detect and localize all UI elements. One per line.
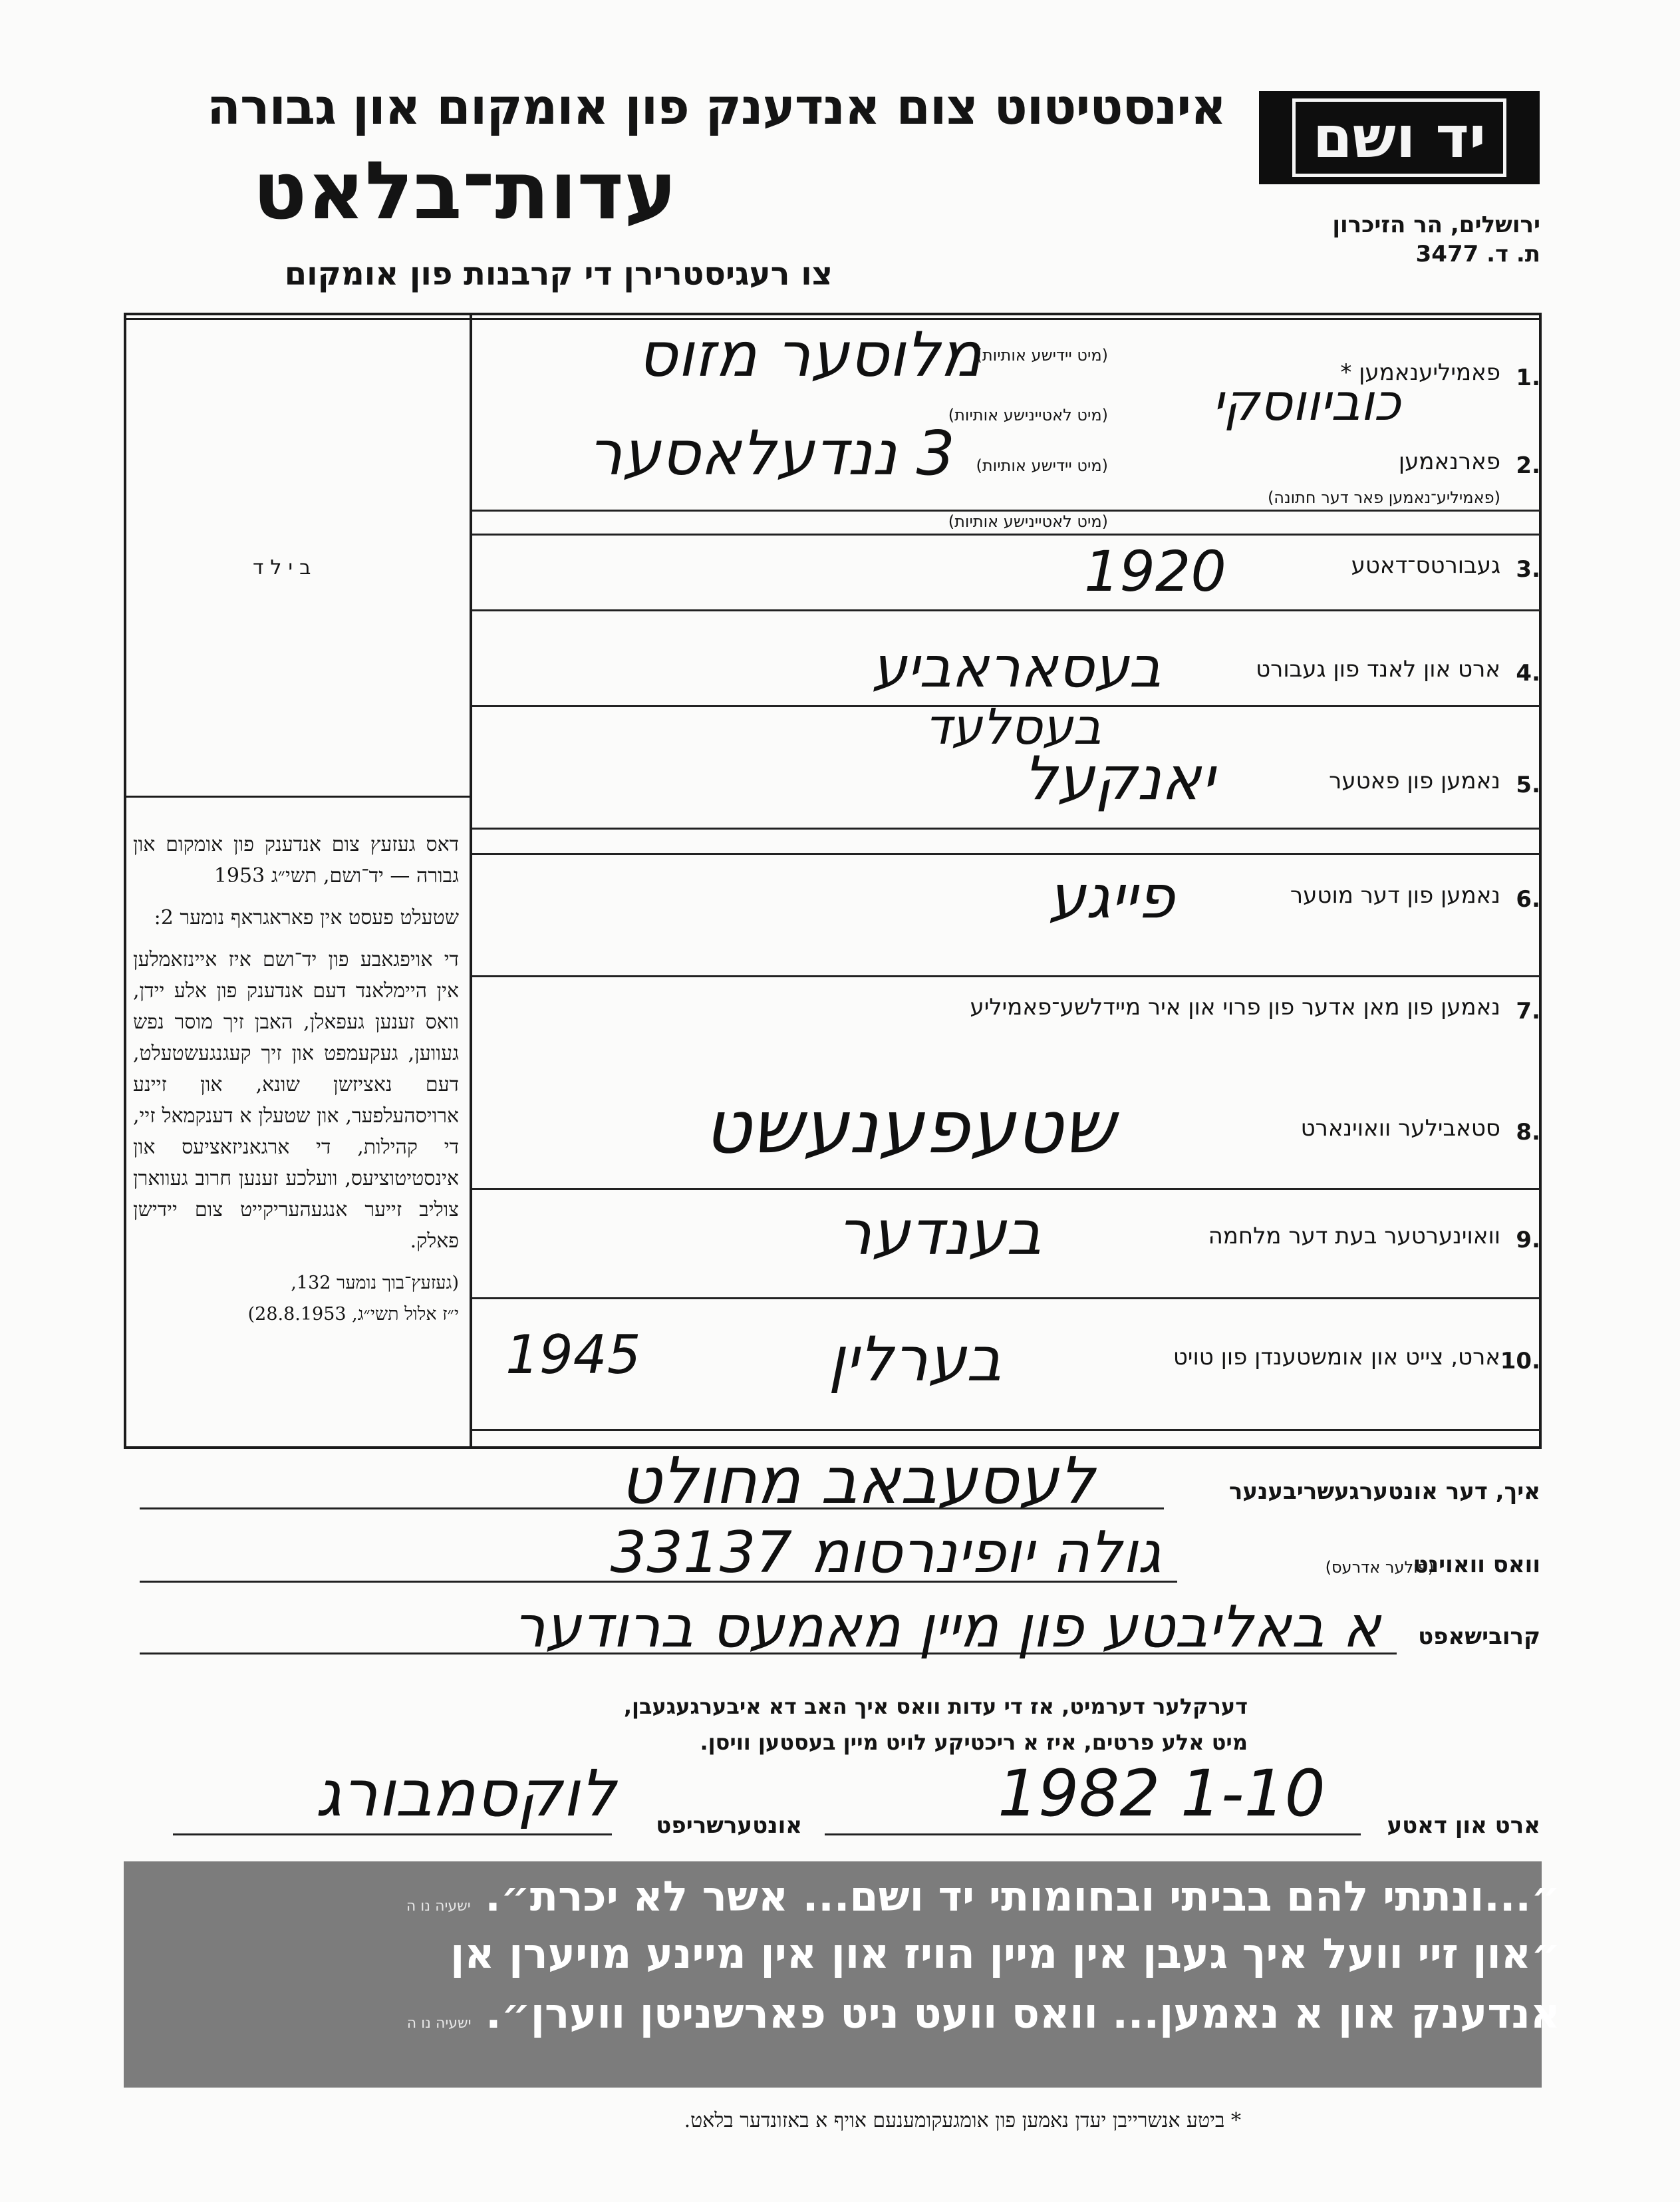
field-number: 2. xyxy=(1516,452,1540,479)
field-label-father-name: נאמען פון פאטער xyxy=(1329,768,1500,794)
signature-line xyxy=(173,1833,612,1835)
handwritten-signature: לוקסמבורג xyxy=(315,1756,616,1831)
law-citation-date: י״ז אלול תשי״ג, 28.8.1953) xyxy=(247,1304,459,1325)
law-paragraph: די אויפגאבע פון יד־ושם איז איינזאמלען אין היימלאנד דעם אנדענק פון אלע יידן, וואס זענען געפאלן, האבן זיך מוסר נפש געווען, געקעמפט און זיך קעגנגעשטעלט, דעם נאציזשן שונא, און זיינע ארויסהעלפער, און שטעלן א דענקמאל זיי, די קהילות, די ארגאניזאציעס און אינסטיטוציעס, וועלכע זענען חרוב געווארן צוליב זייער אנגעהעריקייט צום יידישן פאלק. xyxy=(133,948,459,1253)
logo-text: יד ושם xyxy=(1292,98,1506,177)
field-sub-latin: (מיט לאטיינישע אותיות) xyxy=(948,406,1108,424)
handwritten-death-place: בערלין xyxy=(828,1324,1002,1395)
photo-label: בילד xyxy=(253,556,318,579)
banner-source: ישעיה נו ה xyxy=(406,1898,471,1915)
field-label-spouse-name: נאמען פון מאן אדער פון פרוי און איר מיידלשע־פאמיליע xyxy=(970,994,1500,1021)
row-divider xyxy=(472,853,1540,855)
handwritten-surname: מלוסער מזוס xyxy=(637,319,982,391)
field-label-first-name: פארנאמען xyxy=(1398,448,1500,475)
banner-line-yiddish-2 xyxy=(407,1989,1560,2038)
law-citation: (געזעץ־בוך נומער 132, xyxy=(291,1273,459,1293)
handwritten-address: גולה יופינרסומ 33137 xyxy=(610,1519,1161,1586)
row-divider xyxy=(472,534,1540,536)
handwritten-first-name: 3 ננדעלאסער xyxy=(587,418,955,489)
label-address: וואס וואוינט xyxy=(1413,1551,1540,1578)
field-number: 5. xyxy=(1516,772,1540,798)
row-divider xyxy=(472,1297,1540,1299)
handwritten-undersigned: לעסעבאב מחולט xyxy=(620,1444,1095,1518)
photo-separator xyxy=(124,796,472,798)
row-divider xyxy=(472,609,1540,611)
law-paragraph: דאס געזעץ צום אנדענק פון אומקום און גבורה — יד־ושם, תשי״ג 1953 xyxy=(133,833,459,887)
field-sub-yiddish: (מיט יידישע אותיות) xyxy=(976,456,1108,475)
handwritten-place-date: 1982 1-10 xyxy=(998,1756,1326,1831)
field-label-surname: פאמיליענאמען * xyxy=(1340,359,1500,386)
yad-vashem-logo xyxy=(1259,91,1540,184)
handwritten-residence: שטעפענעשט xyxy=(704,1084,1115,1170)
field-label-mother-name: נאמען פון דער מוטער xyxy=(1290,882,1500,909)
institute-title: אינסטיטוט צום אנדענק פון אומקום און גבורה xyxy=(207,79,1226,136)
handwritten-relation: א באליבטע פון מיין מאמעס ברודער xyxy=(513,1594,1381,1660)
label-undersigned: איך, דער אונטערגעשריבענער xyxy=(1228,1478,1540,1505)
field-number: 6. xyxy=(1516,886,1540,913)
footnote: * ביטע אנשרייבן יעדן נאמען פון אומגעקומענעם אויף א באזונדער בלאט. xyxy=(684,2109,1241,2132)
row-divider xyxy=(472,828,1540,830)
field-number: 3. xyxy=(1516,556,1540,583)
field-label-residence: סטאבילער וואוינארט xyxy=(1300,1115,1500,1142)
declaration-text xyxy=(624,1688,1248,1760)
law-text xyxy=(133,829,459,1330)
banner-line-yiddish: ״און זיי וועל איך געבן אין מיין הויז און אין מיינע מויערן אן xyxy=(450,1929,1560,1978)
handwritten-wartime-residence: בענדער xyxy=(837,1197,1042,1269)
register-title: צו רעגיסטרירן די קרבנות פון אומקום xyxy=(284,255,833,293)
field-number: 9. xyxy=(1516,1227,1540,1253)
field-sub-yiddish: (מיט יידישע אותיות) xyxy=(976,346,1108,365)
form-title: עדות־בלאט xyxy=(252,145,677,237)
field-label-birth-place: ארט און לאנד פון געבורט xyxy=(1256,656,1500,683)
field-label-wartime-residence: וואוינערטער בעת דער מלחמה xyxy=(1208,1223,1500,1249)
row-divider xyxy=(472,975,1540,977)
label-place-date: ארט און דאטע xyxy=(1387,1812,1540,1839)
row-divider xyxy=(472,1188,1540,1190)
place-date-line xyxy=(825,1833,1361,1835)
banner-source: ישעיה נו ה xyxy=(406,2015,472,2032)
banner-quote: ״...ונתתי להם בביתי ובחומותי יד ושם... אשר לא יכרת״. xyxy=(485,1872,1560,1921)
row-divider xyxy=(472,510,1540,512)
handwritten-father-name: יאנקעל xyxy=(1023,744,1214,814)
handwritten-birth-date: 1920 xyxy=(1084,539,1226,604)
row-divider xyxy=(472,1429,1540,1431)
field-label-death-circumstances: ארט, צייט און אומשטענדן פון טויט xyxy=(1173,1344,1500,1370)
field-label-birth-date: געבורטס־דאטע xyxy=(1351,552,1500,579)
handwritten-mother-name: פייגע xyxy=(1048,862,1175,932)
declaration-line: דערקלער דערמיט, אז די עדות וואס איך האב דא איבערגעגעבן, xyxy=(623,1694,1248,1719)
banner-line-hebrew xyxy=(406,1872,1560,1921)
po-box-line: ת. ד. 3477 xyxy=(1415,241,1540,267)
declaration-line: מיט אלע פרטים, איז א ריכטיקע לויט מיין בעסטען וויסן. xyxy=(700,1730,1248,1755)
field-number: 4. xyxy=(1516,660,1540,687)
address-line: ירושלים, הר הזיכרון xyxy=(1332,212,1540,238)
label-address-sub: (פולער אדרעס) xyxy=(1325,1558,1434,1577)
label-relation: קרובישאפט xyxy=(1418,1623,1540,1650)
field-number: 8. xyxy=(1516,1119,1540,1146)
law-paragraph: שטעלט פעסט אין פאראגראף נומער 2: xyxy=(154,906,459,929)
handwritten-birth-place: בעסאראביע xyxy=(871,635,1161,700)
field-label-maiden-name: (פאמיליע־נאמען פאר דער חתונה) xyxy=(1267,488,1500,507)
label-signature: אונטערשריפט xyxy=(656,1812,802,1839)
handwritten-birth-place-2: בעסלעד xyxy=(924,699,1101,756)
field-sub-latin: (מיט לאטיינישע אותיות) xyxy=(948,512,1108,531)
field-number: 10. xyxy=(1500,1348,1540,1374)
field-number: 1. xyxy=(1516,365,1540,391)
banner-quote: אנדענק און א נאמען... וואס וועט ניט פארשניטן ווערן״. xyxy=(486,1989,1560,2038)
handwritten-death-year: 1945 xyxy=(505,1324,641,1386)
handwritten-surname-2: כוביווסקי xyxy=(1212,373,1401,432)
field-number: 7. xyxy=(1516,998,1540,1024)
